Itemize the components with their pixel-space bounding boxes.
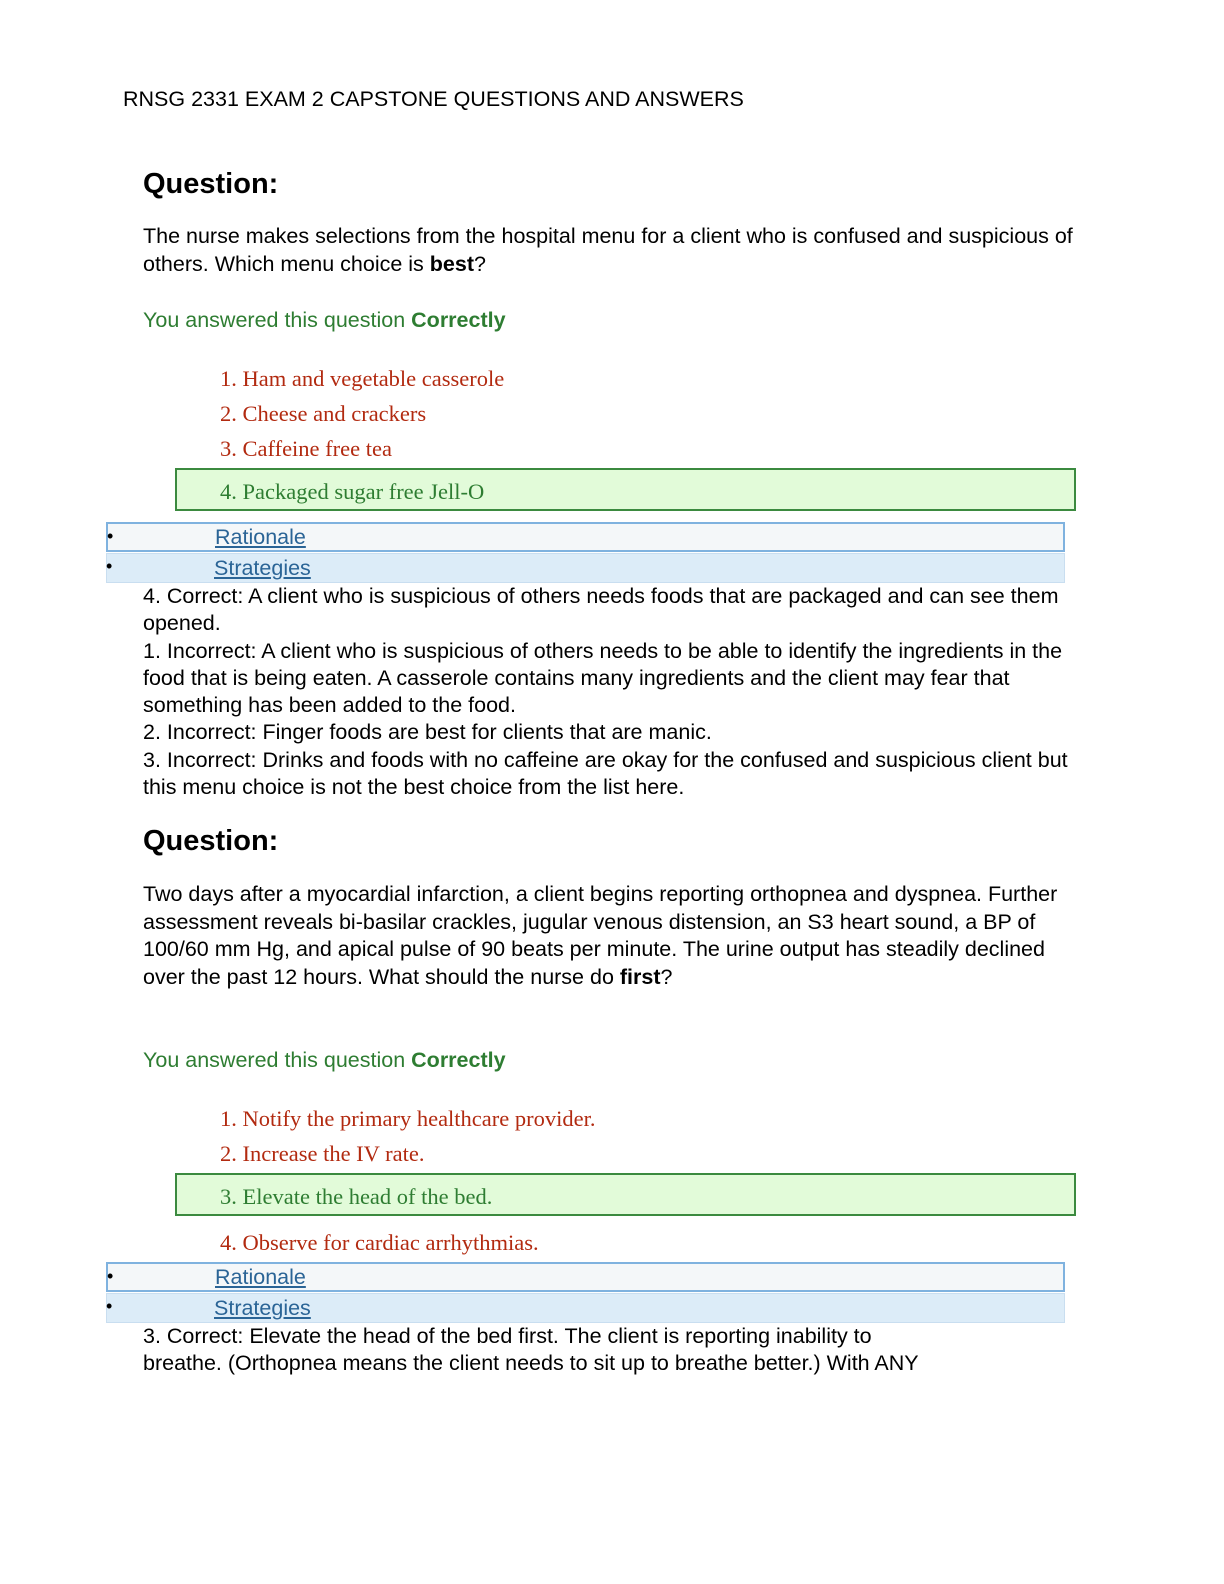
question-text-end: ?: [474, 251, 486, 276]
document-title: RNSG 2331 EXAM 2 CAPSTONE QUESTIONS AND ANSWERS: [123, 87, 744, 111]
bullet-icon: •: [107, 1266, 114, 1286]
bullet-icon: •: [106, 556, 113, 576]
answer-choice-3[interactable]: 3. Caffeine free tea: [220, 436, 392, 461]
rationale-tab-row: [106, 1262, 1065, 1292]
rationale-tab-row: [106, 522, 1065, 552]
question-text-main: Two days after a myocardial infarction, a client begins reporting orthopnea and dyspnea. Further assessment reveals bi-basilar crackles, jugular venous distension, an S3 heart sound, a BP of 100/60 mm Hg, and apical pulse of 90 beats per minute. The urine output has steadily declined over the past 12 hours. What should the nurse do: [143, 882, 1058, 989]
question-text: [143, 223, 1083, 278]
answer-choice-1[interactable]: 1. Notify the primary healthcare provider.: [220, 1106, 596, 1131]
answer-choice-3: 3. Elevate the head of the bed.: [220, 1184, 493, 1209]
correct-answer-highlight[interactable]: [175, 1173, 1076, 1216]
rationale-paragraph: 4. Correct: A client who is suspicious of others needs foods that are packaged and can see them opened.: [143, 584, 1059, 636]
strategies-link[interactable]: Strategies: [214, 556, 311, 580]
answer-result-prefix: You answered this question: [143, 1048, 412, 1072]
answer-choice-2[interactable]: 2. Cheese and crackers: [220, 401, 427, 426]
question-text-emphasis: best: [429, 251, 475, 276]
rationale-paragraph: 3. Correct: Elevate the head of the bed first. The client is reporting inability to breathe. (Orthopnea means the client needs to sit up to breathe better.) With ANY: [143, 1324, 919, 1376]
answer-result: [143, 308, 506, 333]
answer-choice-2[interactable]: 2. Increase the IV rate.: [220, 1141, 425, 1166]
bullet-icon: •: [107, 526, 114, 546]
answer-result-prefix: You answered this question: [143, 308, 412, 332]
answer-result-word: Correctly: [411, 308, 506, 332]
question-text-end: ?: [660, 964, 673, 989]
question-text-emphasis: first: [619, 964, 661, 989]
correct-answer-highlight[interactable]: [175, 468, 1076, 511]
question-heading: Question:: [143, 168, 279, 200]
rationale-paragraph: 2. Incorrect: Finger foods are best for clients that are manic.: [143, 720, 712, 745]
strategies-link[interactable]: Strategies: [214, 1296, 311, 1320]
question-heading: Question:: [143, 825, 279, 857]
bullet-icon: •: [106, 1296, 113, 1316]
strategies-tab-row: [106, 553, 1065, 583]
answer-choice-1[interactable]: 1. Ham and vegetable casserole: [220, 366, 505, 391]
answer-result-word: Correctly: [411, 1048, 506, 1072]
rationale-paragraph: 1. Incorrect: A client who is suspicious of others needs to be able to identify the ingredients in the food that is being eaten. A casserole contains many ingredients and the client may fear that something has been added to the food.: [143, 638, 1063, 718]
question-text: [143, 881, 1083, 991]
rationale-content: [143, 583, 1083, 801]
answer-choice-4[interactable]: 4. Observe for cardiac arrhythmias.: [220, 1230, 539, 1255]
rationale-link[interactable]: Rationale: [215, 1265, 306, 1289]
strategies-tab-row: [106, 1293, 1065, 1323]
rationale-paragraph: 3. Incorrect: Drinks and foods with no caffeine are okay for the confused and suspicious client but this menu choice is not the best choice from the list here.: [143, 747, 1068, 800]
question-text-main: The nurse makes selections from the hospital menu for a client who is confused and suspicious of others. Which menu choice is: [143, 224, 1073, 276]
rationale-content: [143, 1323, 943, 1378]
rationale-link[interactable]: Rationale: [215, 525, 306, 549]
answer-choice-4: 4. Packaged sugar free Jell-O: [220, 479, 485, 504]
answer-result: [143, 1048, 506, 1073]
